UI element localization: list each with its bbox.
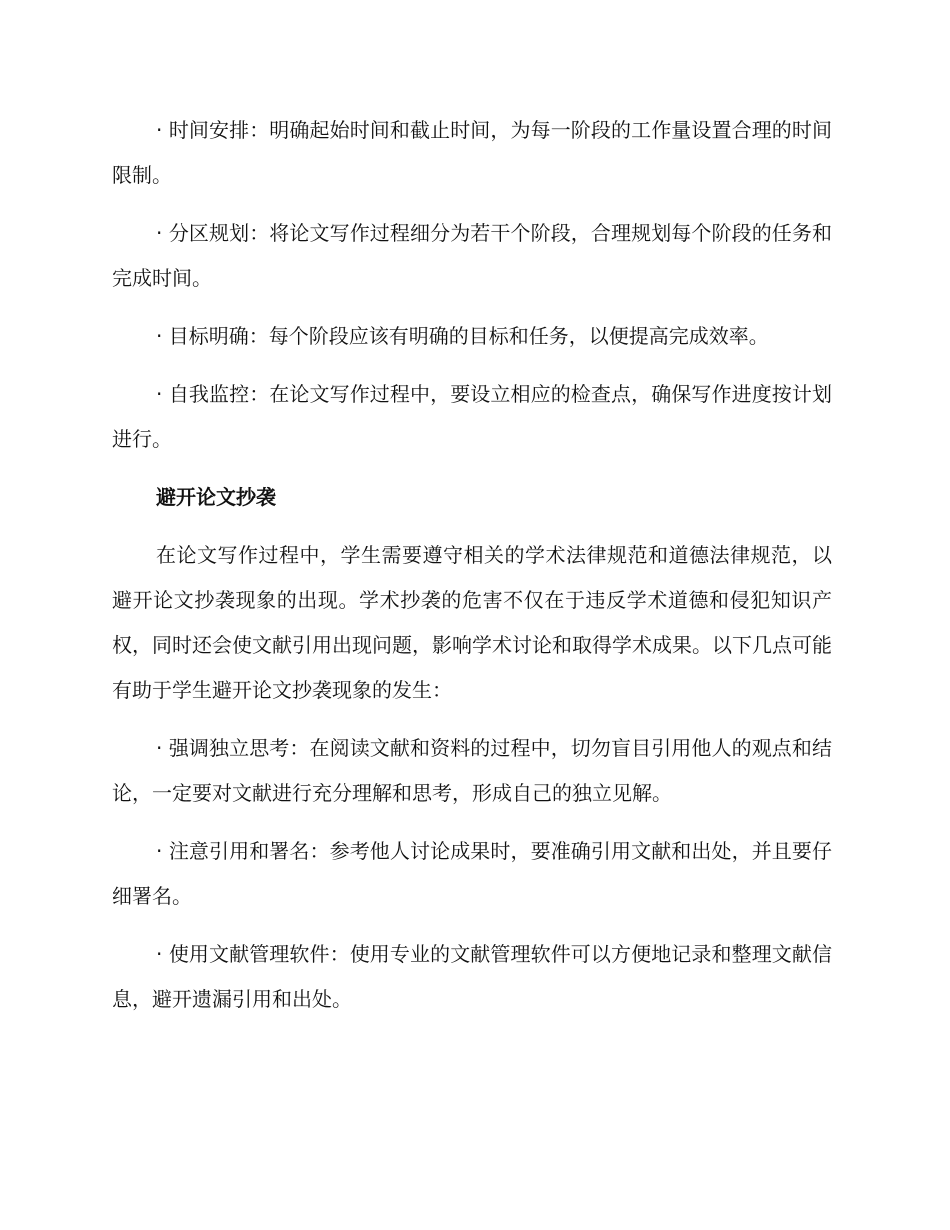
- bullet-independent-thinking: · 强调独立思考：在阅读文献和资料的过程中，切勿盲目引用他人的观点和结论，一定要对文献进行充分理解和思考，形成自己的独立见解。: [112, 736, 832, 805]
- bullet-self-monitoring: · 自我监控：在论文写作过程中，要设立相应的检查点，确保写作进度按计划进行。: [112, 382, 832, 451]
- bullet-stage-planning: · 分区规划：将论文写作过程细分为若干个阶段，合理规划每个阶段的任务和完成时间。: [112, 221, 832, 290]
- document-page: [112, 108, 832, 1035]
- bullet-time-schedule: · 时间安排：明确起始时间和截止时间，为每一阶段的工作量设置合理的时间限制。: [112, 118, 832, 187]
- section-heading: 避开论文抄袭: [156, 485, 276, 509]
- bullet-reference-software: · 使用文献管理软件：使用专业的文献管理软件可以方便地记录和整理文献信息，避开遗漏引用和出处。: [112, 942, 832, 1011]
- bullet-clear-goals: · 目标明确：每个阶段应该有明确的目标和任务，以便提高完成效率。: [156, 324, 769, 348]
- bullet-citation-attribution: · 注意引用和署名：参考他人讨论成果时，要准确引用文献和出处，并且要仔细署名。: [112, 839, 832, 908]
- intro-paragraph: 在论文写作过程中，学生需要遵守相关的学术法律规范和道德法律规范，以避开论文抄袭现象的出现。学术抄袭的危害不仅在于违反学术道德和侵犯知识产权，同时还会使文献引用出现问题，影响学术讨论和取得学术成果。以下几点可能有助于学生避开论文抄袭现象的发生：: [112, 543, 832, 702]
